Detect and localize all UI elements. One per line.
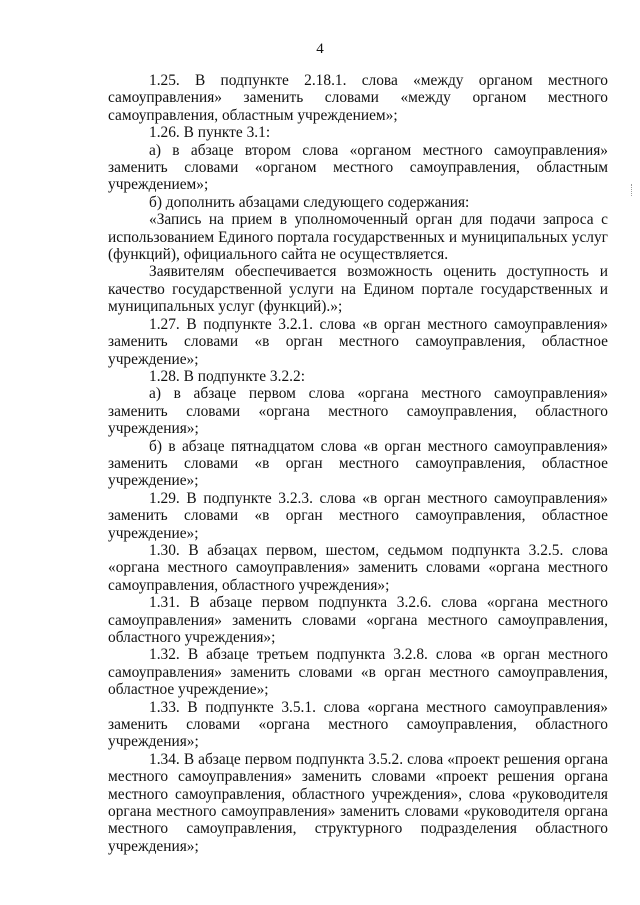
paragraph-1-33: 1.33. В подпункте 3.5.1. слова «органа местного самоуправления» заменить словами «органа местного самоуправления, областного учреждения»;: [108, 698, 608, 751]
page-number: 4: [316, 41, 324, 57]
paragraph-1-26: 1.26. В пункте 3.1:: [149, 124, 271, 142]
paragraph-1-29: 1.29. В подпункте 3.2.3. слова «в орган местного самоуправления» заменить словами «в орган местного самоуправления, областное учреждение»;: [108, 489, 608, 542]
paragraph-1-30: 1.30. В абзацах первом, шестом, седьмом подпункта 3.2.5. слова «органа местного самоуправления» заменить словами «органа местного самоуправления, областного учреждения»;: [108, 541, 608, 594]
paragraph-1-32: 1.32. В абзаце третьем подпункта 3.2.8. слова «в орган местного самоуправления» заменить словами «в орган местного самоуправления, областное учреждение»;: [108, 646, 608, 699]
margin-scan-mark: [631, 184, 635, 196]
document-body: [108, 72, 608, 855]
paragraph-1-26-a: а) в абзаце втором слова «органом местного самоуправления» заменить словами «органом местного самоуправления, областным учреждением»;: [108, 141, 608, 194]
paragraph-quote-evaluation: Заявителям обеспечивается возможность оценить доступность и качество государственной услуги на Едином портале государственных и муниципальных услуг (функций).»;: [108, 263, 608, 316]
paragraph-1-28-b: б) в абзаце пятнадцатом слова «в орган местного самоуправления» заменить словами «в орган местного самоуправления, областное учреждение»;: [108, 437, 608, 490]
paragraph-quote-appointment: «Запись на прием в уполномоченный орган для подачи запроса с использованием Единого портала государственных и муниципальных услуг (функций), официального сайта не осуществляется.: [108, 211, 608, 264]
paragraph-1-28-a: а) в абзаце первом слова «органа местного самоуправления» заменить словами «органа местного самоуправления, областного учреждения»;: [108, 385, 608, 438]
paragraph-1-27: 1.27. В подпункте 3.2.1. слова «в орган местного самоуправления» заменить словами «в орган местного самоуправления, областное учреждение»;: [108, 315, 608, 368]
paragraph-1-26-b: б) дополнить абзацами следующего содержания:: [149, 193, 470, 211]
paragraph-1-34: 1.34. В абзаце первом подпункта 3.5.2. слова «проект решения органа местного самоуправления» заменить словами «проект решения органа местного самоуправления, областного учреждения», слова «руководителя органа местного самоуправления» заменить словами «руководителя органа местного самоуправления, структурного подразделения областного учреждения»;: [108, 750, 608, 855]
paragraph-1-31: 1.31. В абзаце первом подпункта 3.2.6. слова «органа местного самоуправления» заменить словами «органа местного самоуправления, областного учреждения»;: [108, 594, 608, 646]
paragraph-1-28: 1.28. В подпункте 3.2.2:: [149, 367, 305, 385]
paragraph-1-25: 1.25. В подпункте 2.18.1. слова «между органом местного самоуправления» заменить словами «между органом местного самоуправления, областным учреждением»;: [108, 72, 608, 124]
